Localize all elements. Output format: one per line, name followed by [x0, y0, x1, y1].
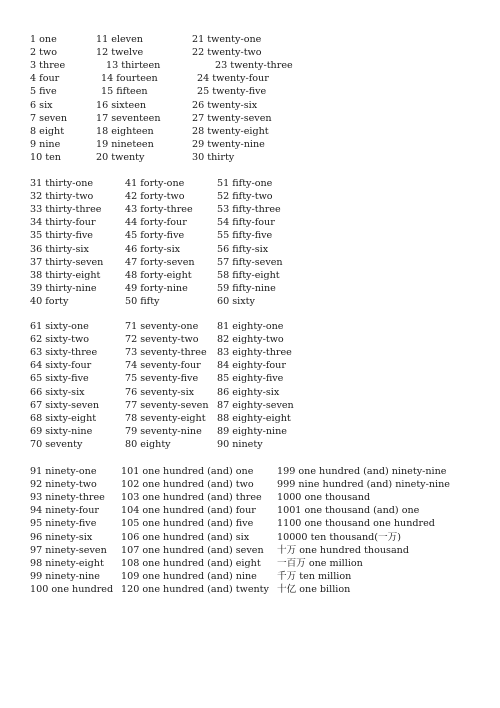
- number-entry: 11 eleven: [96, 34, 143, 45]
- number-entry: 16 sixteen: [96, 99, 147, 111]
- number-entry: 58 fifty-eight: [217, 269, 280, 281]
- number-entry: 41 forty-one: [125, 178, 185, 189]
- number-entry: 22 twenty-two: [192, 47, 262, 59]
- number-row: [0, 491, 500, 504]
- number-row: [0, 85, 500, 98]
- number-entry: 46 forty-six: [125, 243, 181, 255]
- number-entry: 29 twenty-nine: [192, 138, 265, 150]
- number-entry: 59 fifty-nine: [217, 282, 276, 294]
- number-row: [0, 125, 500, 138]
- number-entry: 97 ninety-seven: [30, 544, 107, 556]
- number-entry: 7 seven: [30, 112, 68, 124]
- number-entry: 35 thirty-five: [30, 230, 93, 242]
- number-entry: 76 seventy-six: [125, 386, 195, 398]
- number-entry: 13 thirteen: [106, 60, 161, 72]
- number-entry: 83 eighty-three: [217, 347, 292, 359]
- number-entry: 51 fifty-one: [217, 178, 273, 189]
- number-entry: 73 seventy-three: [125, 347, 207, 359]
- number-row: [0, 216, 500, 229]
- number-row: [0, 570, 500, 583]
- number-entry: 9 nine: [30, 138, 61, 150]
- number-entry: 57 fifty-seven: [217, 256, 283, 268]
- number-entry: 70 seventy: [30, 438, 83, 450]
- number-entry: 12 twelve: [96, 47, 144, 59]
- number-entry: 91 ninety-one: [30, 466, 97, 477]
- number-row: [0, 33, 500, 46]
- number-entry: 65 sixty-five: [30, 373, 89, 385]
- number-entry: 1001 one thousand (and) one: [277, 505, 420, 517]
- number-row: [0, 346, 500, 359]
- number-row: [0, 333, 500, 346]
- number-entry: 100 one hundred: [30, 583, 114, 595]
- number-entry: 82 eighty-two: [217, 334, 284, 346]
- number-entry: 27 twenty-seven: [192, 112, 272, 124]
- number-entry: 15 fifteen: [101, 86, 148, 98]
- number-row: [0, 243, 500, 256]
- number-entry: 72 seventy-two: [125, 334, 199, 346]
- number-row: [0, 151, 500, 164]
- number-entry: 90 ninety: [217, 438, 263, 450]
- number-entry: 20 twenty: [96, 151, 145, 163]
- number-entry: 50 fifty: [125, 295, 160, 307]
- number-entry: 99 ninety-nine: [30, 570, 100, 582]
- number-entry: 78 seventy-eight: [125, 412, 206, 424]
- number-entry: 34 thirty-four: [30, 217, 96, 229]
- number-row: [0, 229, 500, 242]
- number-row: [0, 399, 500, 412]
- number-entry: 17 seventeen: [96, 112, 161, 124]
- number-entry: 44 forty-four: [125, 217, 187, 229]
- number-entry: 63 sixty-three: [30, 347, 98, 359]
- number-entry: 62 sixty-two: [30, 334, 90, 346]
- number-entry: 48 forty-eight: [125, 269, 192, 281]
- number-row: [0, 203, 500, 216]
- number-entry: 93 ninety-three: [30, 492, 105, 504]
- number-entry: 43 forty-three: [125, 204, 193, 216]
- number-entry: 1100 one thousand one hundred: [277, 518, 435, 530]
- number-row: [0, 256, 500, 269]
- number-entry: 101 one hundred (and) one: [121, 466, 254, 477]
- number-entry: 80 eighty: [125, 438, 171, 450]
- number-row: [0, 138, 500, 151]
- number-entry: 71 seventy-one: [125, 321, 199, 332]
- number-entry: 19 nineteen: [96, 138, 154, 150]
- number-entry: 39 thirty-nine: [30, 282, 97, 294]
- number-entry: 68 sixty-eight: [30, 412, 97, 424]
- number-entry: 96 ninety-six: [30, 531, 93, 543]
- number-entry: 38 thirty-eight: [30, 269, 101, 281]
- number-entry: 42 forty-two: [125, 191, 185, 203]
- number-row: [0, 177, 500, 190]
- number-row: [0, 112, 500, 125]
- number-entry: 24 twenty-four: [197, 73, 269, 85]
- number-entry: 36 thirty-six: [30, 243, 89, 255]
- number-entry: 105 one hundred (and) five: [121, 518, 254, 530]
- number-row: [0, 557, 500, 570]
- number-row: [0, 465, 500, 478]
- number-entry: 77 seventy-seven: [125, 399, 209, 411]
- number-entry: 30 thirty: [192, 151, 235, 163]
- number-entry: 52 fifty-two: [217, 191, 273, 203]
- number-entry: 103 one hundred (and) three: [121, 492, 262, 504]
- number-entry: 94 ninety-four: [30, 505, 99, 517]
- number-row: [0, 282, 500, 295]
- number-row: [0, 438, 500, 451]
- number-entry: 64 sixty-four: [30, 360, 92, 372]
- number-entry: 60 sixty: [217, 295, 255, 307]
- number-entry: 47 forty-seven: [125, 256, 195, 268]
- number-row: [0, 504, 500, 517]
- number-entry: 98 ninety-eight: [30, 557, 104, 569]
- number-row: [0, 478, 500, 491]
- number-entry: 95 ninety-five: [30, 518, 97, 530]
- number-row: [0, 517, 500, 530]
- number-entry: 87 eighty-seven: [217, 399, 294, 411]
- number-entry: 104 one hundred (and) four: [121, 505, 256, 517]
- number-entry: 18 eighteen: [96, 125, 154, 137]
- number-entry: 十亿 one billion: [277, 583, 351, 595]
- number-entry: 1 one: [30, 34, 57, 45]
- number-entry: 一百万 one million: [277, 557, 363, 569]
- number-entry: 92 ninety-two: [30, 479, 97, 491]
- number-entry: 49 forty-nine: [125, 282, 188, 294]
- number-row: [0, 99, 500, 112]
- number-entry: 31 thirty-one: [30, 178, 94, 189]
- number-row: [0, 531, 500, 544]
- number-entry: 33 thirty-three: [30, 204, 102, 216]
- number-entry: 81 eighty-one: [217, 321, 284, 332]
- number-entry: 56 fifty-six: [217, 243, 269, 255]
- number-entry: 108 one hundred (and) eight: [121, 557, 261, 569]
- number-entry: 32 thirty-two: [30, 191, 94, 203]
- number-row: [0, 320, 500, 333]
- number-row: [0, 190, 500, 203]
- number-entry: 14 fourteen: [101, 73, 158, 85]
- number-entry: 102 one hundred (and) two: [121, 479, 254, 491]
- number-row: [0, 425, 500, 438]
- number-row: [0, 269, 500, 282]
- number-entry: 106 one hundred (and) six: [121, 531, 250, 543]
- number-entry: 66 sixty-six: [30, 386, 85, 398]
- number-entry: 4 four: [30, 73, 60, 85]
- number-entry: 6 six: [30, 99, 53, 111]
- number-entry: 85 eighty-five: [217, 373, 284, 385]
- number-entry: 88 eighty-eight: [217, 412, 291, 424]
- number-row: [0, 46, 500, 59]
- number-entry: 69 sixty-nine: [30, 425, 93, 437]
- number-entry: 74 seventy-four: [125, 360, 201, 372]
- number-entry: 40 forty: [30, 295, 69, 307]
- number-entry: 199 one hundred (and) ninety-nine: [277, 466, 447, 477]
- number-row: [0, 372, 500, 385]
- number-row: [0, 583, 500, 596]
- number-entry: 67 sixty-seven: [30, 399, 100, 411]
- number-entry: 109 one hundred (and) nine: [121, 570, 257, 582]
- number-entry: 26 twenty-six: [192, 99, 258, 111]
- number-entry: 120 one hundred (and) twenty: [121, 583, 269, 595]
- number-entry: 55 fifty-five: [217, 230, 273, 242]
- number-row: [0, 412, 500, 425]
- number-entry: 75 seventy-five: [125, 373, 199, 385]
- number-entry: 8 eight: [30, 125, 65, 137]
- number-entry: 89 eighty-nine: [217, 425, 287, 437]
- number-entry: 23 twenty-three: [215, 60, 293, 72]
- number-entry: 53 fifty-three: [217, 204, 281, 216]
- number-entry: 54 fifty-four: [217, 217, 275, 229]
- number-row: [0, 72, 500, 85]
- number-entry: 61 sixty-one: [30, 321, 89, 332]
- number-entry: 2 two: [30, 47, 57, 59]
- number-entry: 10 ten: [30, 151, 61, 163]
- number-entry: 28 twenty-eight: [192, 125, 269, 137]
- number-entry: 10000 ten thousand(一万): [277, 531, 401, 543]
- number-entry: 5 five: [30, 86, 57, 98]
- number-entry: 84 eighty-four: [217, 360, 286, 372]
- number-row: [0, 359, 500, 372]
- number-entry: 45 forty-five: [125, 230, 185, 242]
- number-entry: 3 three: [30, 60, 66, 72]
- number-entry: 十万 one hundred thousand: [277, 544, 410, 556]
- number-row: [0, 295, 500, 308]
- number-entry: 79 seventy-nine: [125, 425, 202, 437]
- number-entry: 86 eighty-six: [217, 386, 280, 398]
- number-entry: 1000 one thousand: [277, 492, 371, 504]
- number-entry: 999 nine hundred (and) ninety-nine: [277, 479, 450, 491]
- number-entry: 千万 ten million: [277, 570, 352, 582]
- number-row: [0, 59, 500, 72]
- number-entry: 25 twenty-five: [197, 86, 267, 98]
- number-entry: 21 twenty-one: [192, 34, 262, 45]
- number-entry: 37 thirty-seven: [30, 256, 104, 268]
- number-entry: 107 one hundred (and) seven: [121, 544, 264, 556]
- number-row: [0, 386, 500, 399]
- number-row: [0, 544, 500, 557]
